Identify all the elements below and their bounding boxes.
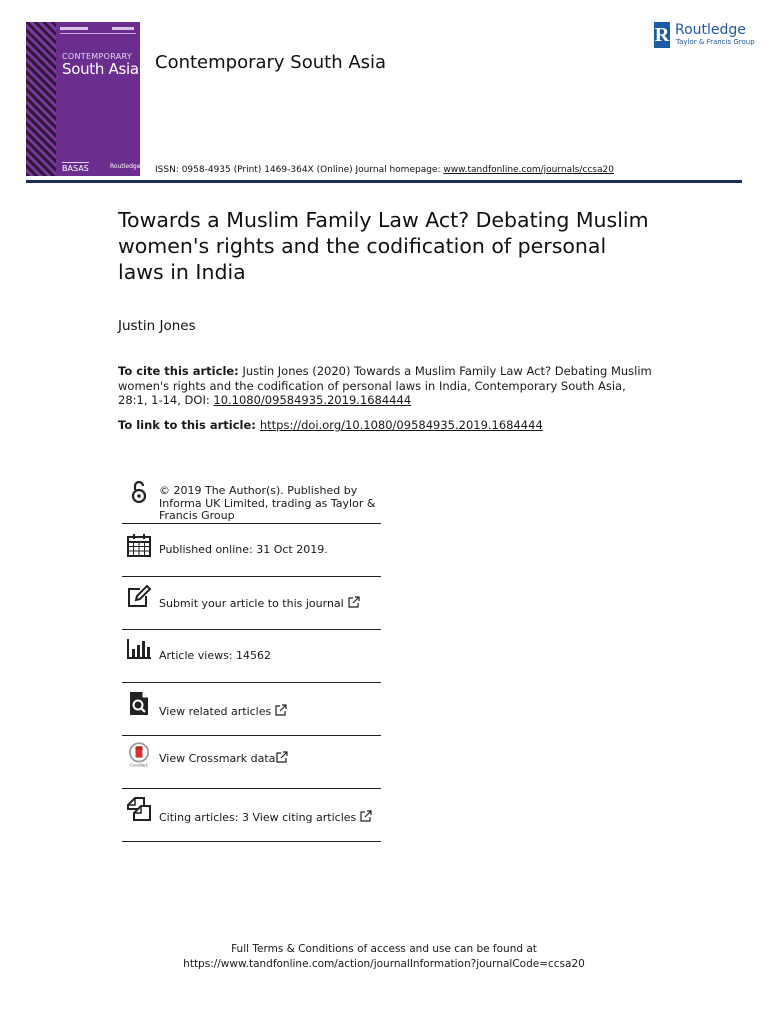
license-row	[122, 476, 381, 524]
related-label: View related articles	[159, 705, 272, 718]
cover-title: South Asia	[62, 60, 139, 78]
header-divider	[26, 180, 742, 183]
external-link-icon	[348, 596, 360, 608]
citing-icon	[126, 796, 152, 822]
license-text: © 2019 The Author(s). Published by Informa UK Limited, trading as Taylor & Francis Group	[159, 484, 376, 522]
cover-series-label: CONTEMPORARY	[62, 52, 133, 61]
publisher-subtitle: Taylor & Francis Group	[676, 38, 755, 46]
edit-icon	[126, 584, 152, 610]
submit-link[interactable]	[159, 596, 381, 611]
journal-homepage-link[interactable]: www.tandfonline.com/journals/ccsa20	[443, 165, 614, 175]
cover-pattern	[26, 22, 56, 176]
publisher-logo[interactable]	[654, 22, 754, 50]
article-title: Towards a Muslim Family Law Act? Debating Muslim women's rights and the codification of personal laws in India	[118, 208, 649, 284]
cite-text: Justin Jones (2020) Towards a Muslim Family Law Act? Debating Muslim women's rights and the codification of personal laws in India, Contemporary South Asia, 28:1, 1-14, DOI:	[118, 364, 652, 407]
external-link-icon	[275, 704, 287, 716]
submit-row[interactable]	[122, 577, 381, 630]
search-document-icon	[126, 690, 152, 716]
crossmark-icon-label: CrossMark	[130, 763, 148, 768]
article-views: Article views: 14562	[159, 649, 272, 662]
journal-title: Contemporary South Asia	[155, 52, 387, 73]
crossmark-label: View Crossmark data	[159, 752, 276, 765]
routledge-r-icon: R	[654, 24, 670, 46]
citing-label: Citing articles: 3 View citing articles	[159, 811, 357, 824]
external-link-icon	[276, 751, 288, 763]
journal-cover-image	[26, 22, 140, 176]
open-access-icon	[126, 479, 152, 505]
cover-society-logo: BASAS	[62, 164, 89, 173]
crossmark-icon	[126, 742, 152, 768]
terms-url[interactable]: https://www.tandfonline.com/action/journalInformation?journalCode=ccsa20	[183, 957, 585, 970]
terms-footer	[0, 942, 768, 971]
bar-chart-icon	[126, 636, 152, 662]
article-link-block	[118, 418, 543, 432]
related-articles-link[interactable]	[159, 704, 381, 719]
published-row	[122, 524, 381, 577]
publisher-name: Routledge	[675, 22, 746, 38]
crossmark-row[interactable]	[122, 736, 381, 789]
issn-text: ISSN: 0958-4935 (Print) 1469-364X (Online) Journal homepage:	[155, 165, 444, 175]
views-row	[122, 630, 381, 683]
article-author: Justin Jones	[118, 318, 196, 334]
link-label: To link to this article:	[118, 418, 256, 432]
citation-block	[118, 364, 658, 408]
citing-articles-link[interactable]	[159, 810, 381, 825]
cite-doi-link[interactable]: 10.1080/09584935.2019.1684444	[213, 393, 412, 407]
published-date: Published online: 31 Oct 2019.	[159, 543, 328, 556]
submit-label: Submit your article to this journal	[159, 597, 344, 610]
terms-text: Full Terms & Conditions of access and use can be found at	[231, 943, 537, 955]
article-info-panel	[122, 476, 381, 842]
calendar-icon	[126, 532, 152, 558]
citing-row[interactable]	[122, 789, 381, 842]
related-row[interactable]	[122, 683, 381, 736]
crossmark-link[interactable]	[159, 751, 381, 766]
cover-top-rule	[60, 27, 136, 34]
cite-label: To cite this article:	[118, 364, 239, 378]
external-link-icon	[360, 810, 372, 822]
cover-publisher-logo: Routledge	[110, 163, 140, 170]
issn-line	[155, 165, 614, 175]
article-doi-link[interactable]: https://doi.org/10.1080/09584935.2019.1684444	[259, 418, 543, 432]
